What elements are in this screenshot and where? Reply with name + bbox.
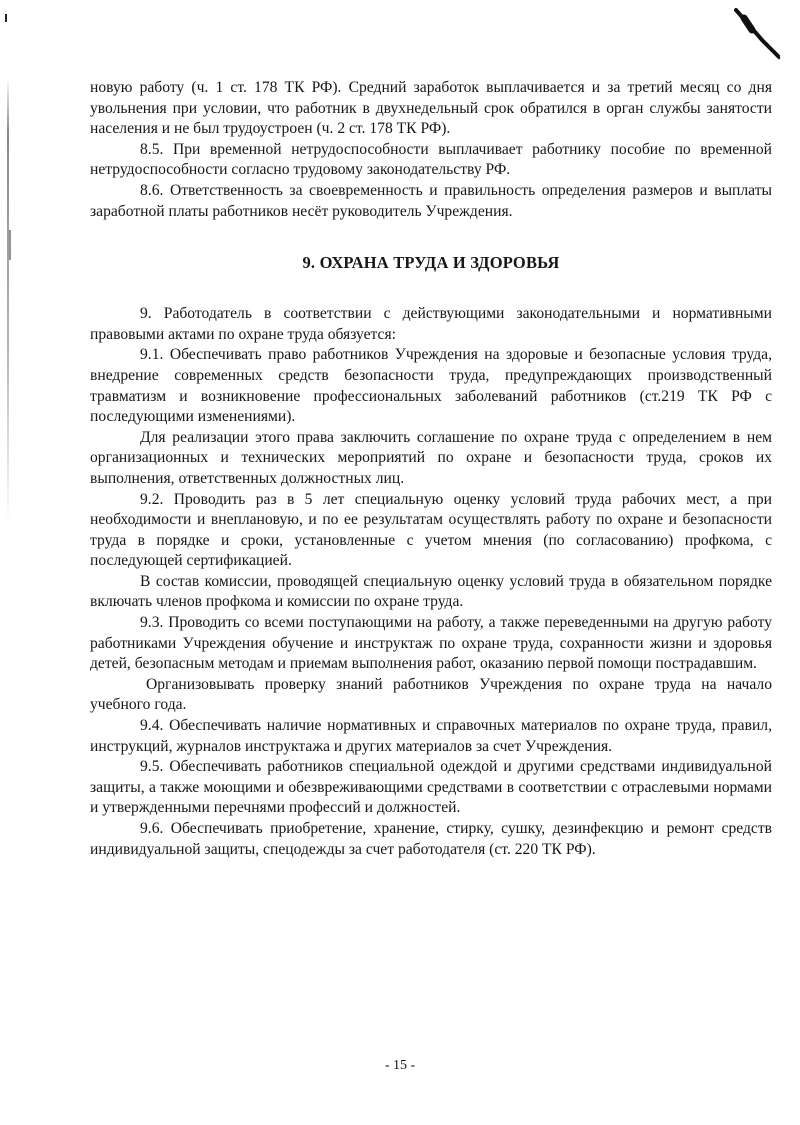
paragraph-9-6: 9.6. Обеспечивать приобретение, хранение, стирку, сушку, дезинфекцию и ремонт средств индивидуальной защиты, спецодежды за счет работодателя (ст. 220 ТК РФ).: [90, 820, 772, 858]
paragraph-9-1: 9.1. Обеспечивать право работников Учреждения на здоровые и безопасные условия труда, внедрение современных средств безопасности труда, предупреждающих производственный травматизм и возникновение профессиональных заболеваний работников (ст.219 ТК РФ с последующими изменениями).: [90, 346, 772, 426]
paragraph-9-1-agreement: Для реализации этого права заключить соглашение по охране труда с определением в нем организационных и технических мероприятий по охране и безопасности труда, сроков их выполнения, ответственных должностных лиц.: [90, 428, 772, 487]
document-body: [90, 78, 772, 860]
paragraph-9-4: 9.4. Обеспечивать наличие нормативных и справочных материалов по охране труда, правил, инструкций, журналов инструктажа и других материалов за счет Учреждения.: [90, 717, 772, 755]
scan-artifact-edge: [7, 78, 9, 528]
section-heading: 9. ОХРАНА ТРУДА И ЗДОРОВЬЯ: [302, 253, 560, 273]
paragraph-8-6: 8.6. Ответственность за своевременность и правильность определения размеров и выплаты заработной платы работников несёт руководитель Учреждения.: [90, 181, 772, 220]
paragraph-9: 9. Работодатель в соответствии с действующими законодательными и нормативными правовыми актами по охране труда обязуется:: [90, 305, 772, 343]
paragraph-continuation: новую работу (ч. 1 ст. 178 ТК РФ). Средний заработок выплачивается и за третий месяц со дня увольнения при условии, что работник в двухнедельный срок обратился в орган службы занятости населения и не был трудоустроен (ч. 2 ст. 178 ТК РФ).: [90, 79, 772, 138]
paragraph-9-3: 9.3. Проводить со всеми поступающими на работу, а также переведенными на другую работу работниками Учреждения обучение и инструктаж по охране труда, сохранности жизни и здоровья детей, безопасным методам и приемам выполнения работ, оказанию первой помощи пострадавшим.: [90, 614, 772, 673]
scan-artifact-edge-small: [9, 230, 11, 260]
page-number: - 15 -: [384, 1058, 416, 1073]
scan-artifact-mark: [5, 14, 7, 22]
corner-pen-mark: [722, 6, 782, 66]
paragraph-9-3-knowledge-check: Организовывать проверку знаний работников Учреждения по охране труда на начало учебного года.: [90, 675, 772, 714]
paragraph-9-2-commission: В состав комиссии, проводящей специальную оценку условий труда в обязательном порядке включать членов профкома и комиссии по охране труда.: [90, 572, 772, 611]
paragraph-8-5: 8.5. При временной нетрудоспособности выплачивает работнику пособие по временной нетрудоспособности согласно трудовому законодательству РФ.: [90, 140, 772, 179]
paragraph-9-5: 9.5. Обеспечивать работников специальной одеждой и другими средствами индивидуальной защиты, а также моющими и обезвреживающими средствами в соответствии с отраслевыми нормами и утвержденными перечнями профессий и должностей.: [90, 758, 772, 817]
paragraph-9-2: 9.2. Проводить раз в 5 лет специальную оценку условий труда рабочих мест, а при необходимости и внеплановую, и по ее результатам осуществлять работу по охране и безопасности труда в порядке и сроки, установленные с учетом мнения (по согласованию) профкома, с последующей сертификацией.: [90, 490, 772, 570]
